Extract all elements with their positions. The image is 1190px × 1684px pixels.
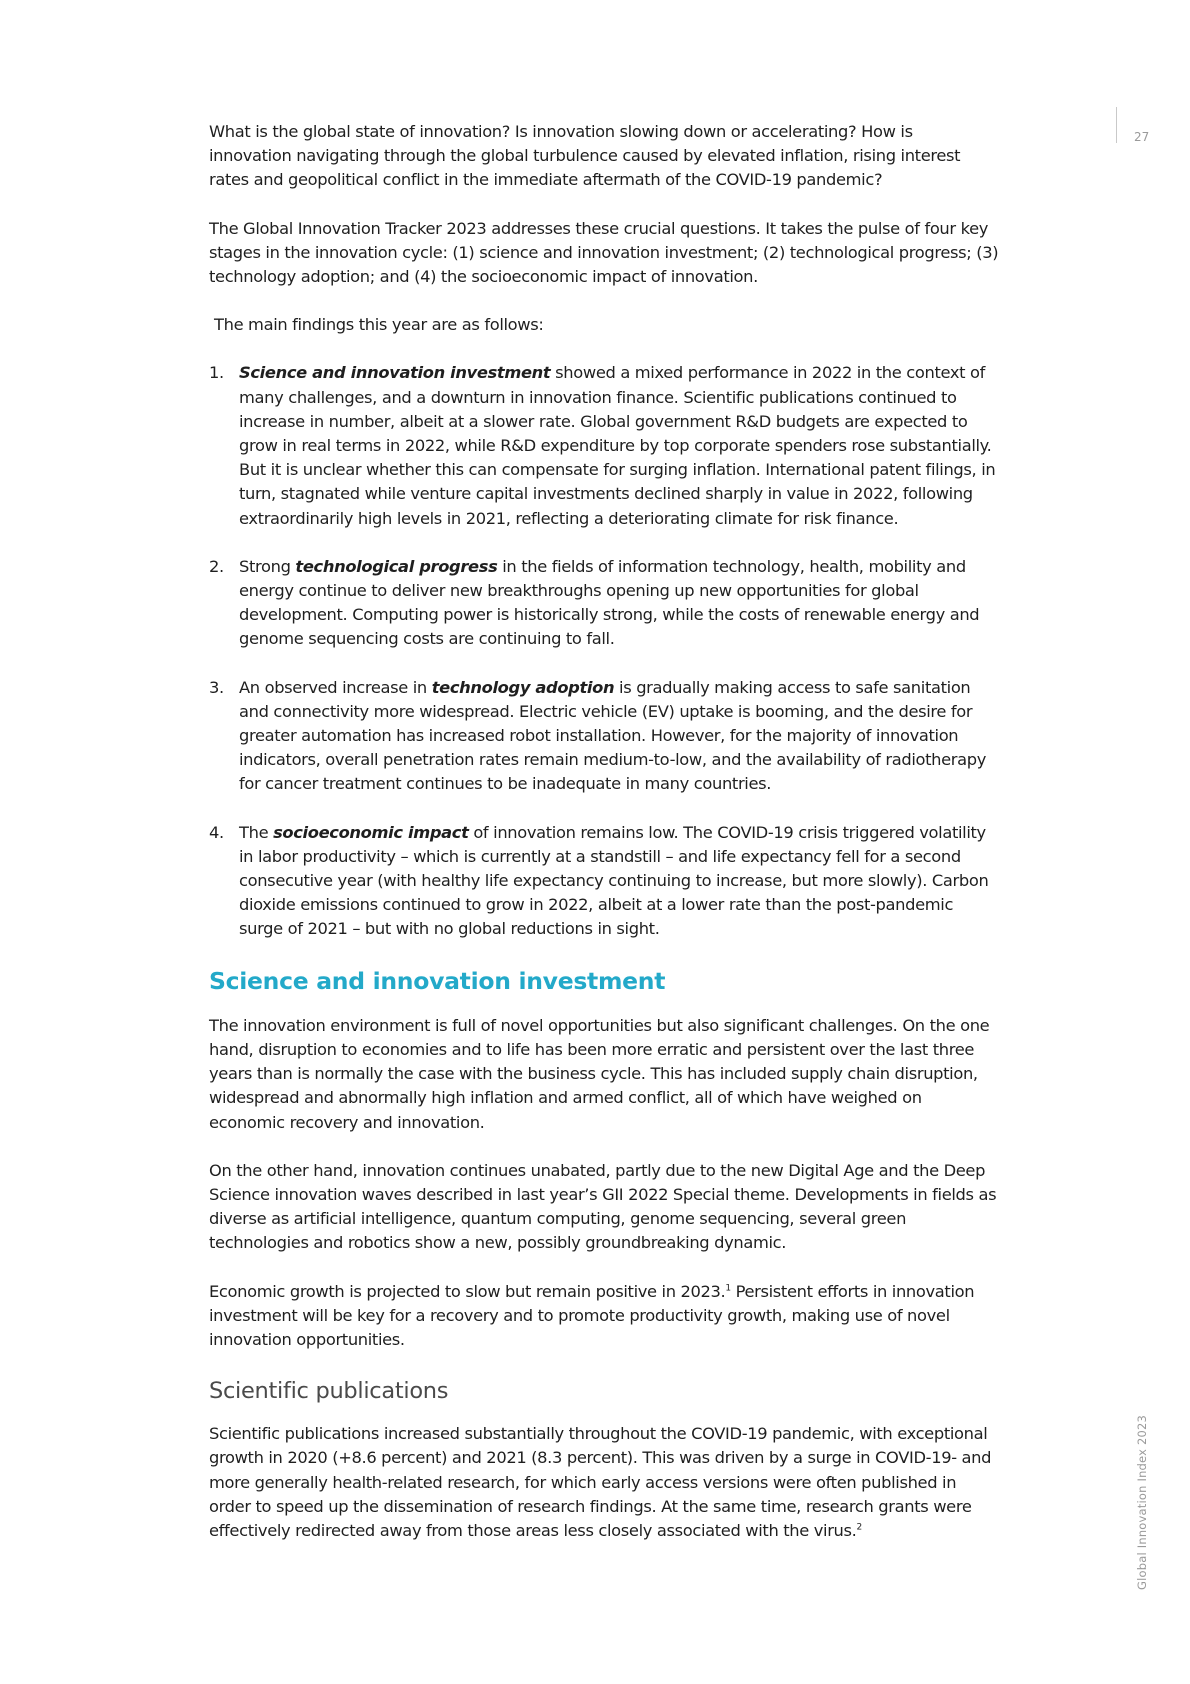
- intro-paragraph-2: The Global Innovation Tracker 2023 addresses these crucial questions. It takes the pulse of four key stages in the innovation cycle: (1) science and innovation investment; (2) technological progress; (3) technology adoption; and (4) the socioeconomic impact of innovation.: [209, 218, 999, 287]
- intro-paragraph-1: What is the global state of innovation? Is innovation slowing down or accelerating? How is innovation navigating through the global turbulence caused by elevated inflation, rising interest rates and geopolitical conflict in the immediate aftermath of the COVID-19 pandemic?: [209, 122, 961, 190]
- document-body: [209, 120, 999, 1567]
- section-paragraph-3-text-b: Persistent efforts in innovation investment will be key for a recovery and to promote productivity growth, making use of novel innovation opportunities.: [209, 1281, 975, 1349]
- running-title: Global Innovation Index 2023: [1135, 1414, 1149, 1590]
- finding-keyword: socioeconomic impact: [273, 822, 469, 842]
- footnote-ref-2[interactable]: 2: [856, 1522, 862, 1533]
- finding-text: in the fields of information technology, health, mobility and energy continue to deliver new breakthroughs opening up new opportunities for global development. Computing power is historically strong, while the costs of renewable energy and genome sequencing costs are continuing to fall.: [239, 556, 980, 649]
- finding-item: [209, 676, 999, 797]
- finding-pre: An observed increase in: [239, 677, 432, 697]
- subsection-paragraph-1-text: Scientific publications increased substantially throughout the COVID-19 pandemic, with exceptional growth in 2020 (+8.6 percent) and 2021 (8.3 percent). This was driven by a surge in COVID-19- and more generally health-related research, for which early access versions were often published in order to speed up the dissemination of research findings. At the same time, research grants were effectively redirected away from those areas less closely associated with the virus.: [209, 1424, 992, 1540]
- page-number: 27: [1134, 130, 1150, 144]
- intro-paragraph-3: The main findings this year are as follows:: [214, 315, 544, 335]
- subsection-paragraph-1: [209, 1422, 999, 1543]
- section-paragraph-2: On the other hand, innovation continues unabated, partly due to the new Digital Age and the Deep Science innovation waves described in last year’s GII 2022 Special theme. Developments in fields as diverse as artificial intelligence, quantum computing, genome sequencing, several green technologies and robotics show a new, possibly groundbreaking dynamic.: [209, 1160, 997, 1253]
- finding-keyword: technology adoption: [431, 677, 615, 697]
- finding-number: 3.: [209, 677, 224, 697]
- finding-item: [209, 821, 999, 942]
- finding-item: [209, 555, 999, 652]
- findings-list: [209, 361, 999, 941]
- page-number-rule: [1116, 107, 1117, 143]
- finding-text: is gradually making access to safe sanitation and connectivity more widespread. Electric vehicle (EV) uptake is booming, and the desire for greater automation has increased robot installation. However, for the majority of innovation indicators, overall penetration rates remain medium-to-low, and the availability of radiotherapy for cancer treatment continues to be inadequate in many countries.: [239, 677, 987, 794]
- finding-keyword: Science and innovation investment: [239, 363, 551, 383]
- finding-keyword: technological progress: [295, 556, 498, 576]
- finding-number: 2.: [209, 556, 224, 576]
- finding-number: 4.: [209, 822, 224, 842]
- footnote-ref-1[interactable]: 1: [725, 1283, 731, 1294]
- section-paragraph-1: The innovation environment is full of novel opportunities but also significant challenges. On the one hand, disruption to economies and to life has been more erratic and persistent over the last three years than is normally the case with the business cycle. This has included supply chain disruption, widespread and abnormally high inflation and armed conflict, all of which have weighed on economic recovery and innovation.: [209, 1015, 990, 1132]
- finding-pre: The: [239, 822, 274, 842]
- finding-number: 1.: [209, 363, 224, 383]
- finding-text: of innovation remains low. The COVID-19 crisis triggered volatility in labor productivity – which is currently at a standstill – and life expectancy fell for a second consecutive year (with healthy life expectancy continuing to increase, but more slowly). Carbon dioxide emissions continued to grow in 2022, albeit at a lower rate than the post-pandemic surge of 2021 – but with no global reductions in sight.: [239, 822, 989, 939]
- finding-pre: Strong: [239, 556, 296, 576]
- finding-item: [209, 361, 999, 530]
- subsection-heading: Scientific publications: [209, 1378, 449, 1405]
- section-paragraph-3-text-a: Economic growth is projected to slow but remain positive in 2023.: [209, 1281, 726, 1301]
- section-heading: Science and innovation investment: [209, 966, 666, 995]
- section-paragraph-3: [209, 1280, 999, 1353]
- finding-text: showed a mixed performance in 2022 in the context of many challenges, and a downturn in innovation finance. Scientific publications continued to increase in number, albeit at a slower rate. Global government R&D budgets are expected to grow in real terms in 2022, while R&D expenditure by top corporate spenders rose substantially. But it is unclear whether this can compensate for surging inflation. International patent filings, in turn, stagnated while venture capital investments declined sharply in value in 2022, following extraordinarily high levels in 2021, reflecting a deteriorating climate for risk finance.: [239, 363, 996, 528]
